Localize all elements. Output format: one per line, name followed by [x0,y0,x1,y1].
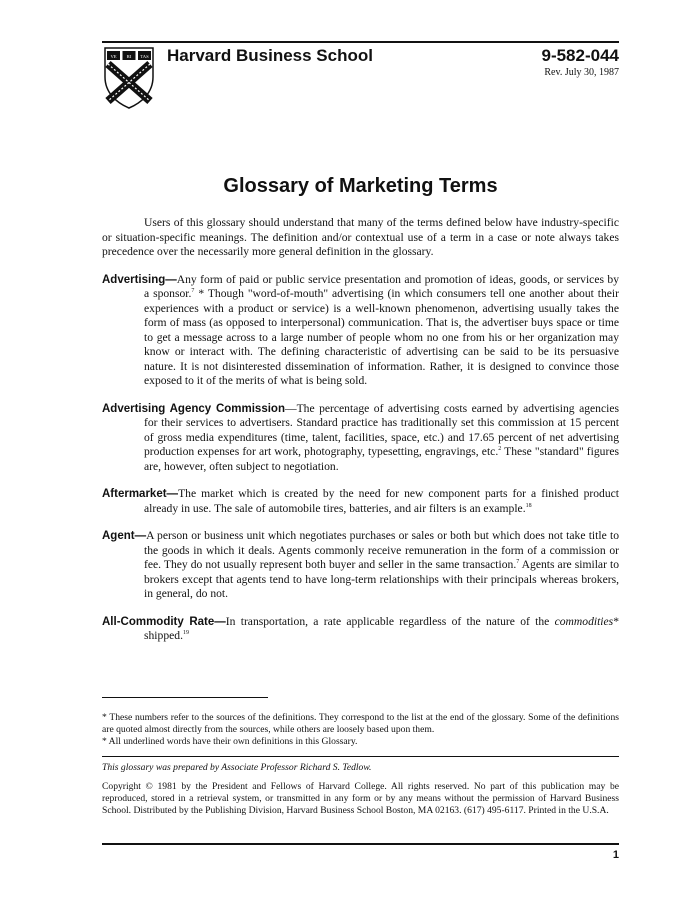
source-ref: 18 [525,502,532,509]
entry-term: Advertising Agency Commission [102,402,285,415]
bottom-rule [102,843,619,845]
source-ref: 2 [498,446,502,453]
glossary-body [102,216,619,657]
school-name: Harvard Business School [167,46,373,65]
entry-definition: —The percentage of advertising costs earned by advertising agencies for their services to advertisers. Standard practice has traditionally set this commission at 15 percent of gross media expenditures (time, talent, facilities, space, etc.) and 17.65 percent of net advertising production expenses for art work, photography, typesetting, engravings, etc.$^2$ These "standard" figures are, however, often subject to negotiation. [144,401,619,473]
logo-letters-2: RI [126,54,132,59]
entry-term: All-Commodity Rate— [102,615,226,628]
entry-definition: In transportation, a rate applicable regardless of the nature of the commodities* shipped.$^{19}$ [144,614,619,642]
logo-letters-3: TAS [140,54,149,59]
entry-term: Advertising— [102,273,177,286]
revision-date: Rev. July 30, 1987 [544,67,619,78]
entry-advertising [102,273,619,389]
source-ref: 19 [182,630,189,637]
underline-mark: * [613,614,619,628]
entry-term: Agent— [102,530,147,542]
logo-letters-1: VE [110,54,117,59]
document-number: 9-582-044 [541,46,619,65]
intro-paragraph: Users of this glossary should understand that many of the terms defined below have industry-specific or situation-specific meanings. The definition and/or contextual use of a term in a case or note always takes precedence over the necessarily more general definition in the glossary. [102,216,619,258]
source-ref: 7 [516,559,520,566]
footnote-underlined: * All underlined words have their own definitions in this Glossary. [102,736,358,747]
footnotes [102,712,619,748]
entry-advertising-agency-commission [102,402,619,475]
copyright-notice: Copyright © 1981 by the President and Fellows of Harvard College. All rights reserved. No part of this publication may be reproduced, stored in a retrieval system, or transmitted in any form or by any means without the permission of Harvard Business School. Distributed by the Publishing Division, Harvard Business School Boston, MA 02163. (617) 495-6117. Printed in the U.S.A. [102,781,619,816]
page-number: 1 [612,849,619,861]
harvard-shield-logo [104,47,154,109]
entry-term: Aftermarket— [102,488,179,500]
header-rule [102,41,619,43]
entry-definition: A person or business unit which negotiates purchases or sales or both but which does not take title to the goods in which it deals. Agents commonly receive remuneration in the form of a commission or fee. They do not usually represent both buyer and seller in the same transaction.$^7$ Agents are similar to brokers except that agents tend to have long-term relationships with their principals whereas brokers, in general, do not. [144,529,620,600]
entry-definition: Any form of paid or public service presentation and promotion of ideas, goods, or services by a sponsor.$^7$ * Though "word-of-mouth" advertising (in which consumers tell one another about their experiences with a product or service) is a well-known phenomenon, advertising usually takes the form of mass (as opposed to interpersonal) communication. That is, the advertiser buys space or time to get a message across to a large number of people whom no one from his or her organization may know or interact with. The defining characteristic of advertising can be said to be its persuasive nature. It is not disinterested dissemination of information. Rather, it is designed to convince those exposed to it of the merits of what is being sold. [144,272,620,387]
entry-definition: The market which is created by the need for new component parts for a finished product already in use. The sale of automobile tires, batteries, and air filters is an example.$^{18}$ [144,487,619,515]
prepared-by: This glossary was prepared by Associate Professor Richard S. Tedlow. [102,762,372,773]
linked-term: commodities [554,614,614,628]
underline-mark: * [198,287,205,300]
footnote-sources: * These numbers refer to the sources of the definitions. They correspond to the list at the end of the glossary. Some of the definitions are quoted almost directly from the sources, while others are loosely based upon them. [102,712,619,735]
entry-agent [102,529,619,602]
source-ref: 7 [191,288,195,295]
footer-rule [102,756,619,757]
footnote-rule [102,697,268,698]
page-title: Glossary of Marketing Terms [223,175,498,197]
entry-all-commodity-rate [102,615,619,644]
entry-aftermarket [102,487,619,516]
